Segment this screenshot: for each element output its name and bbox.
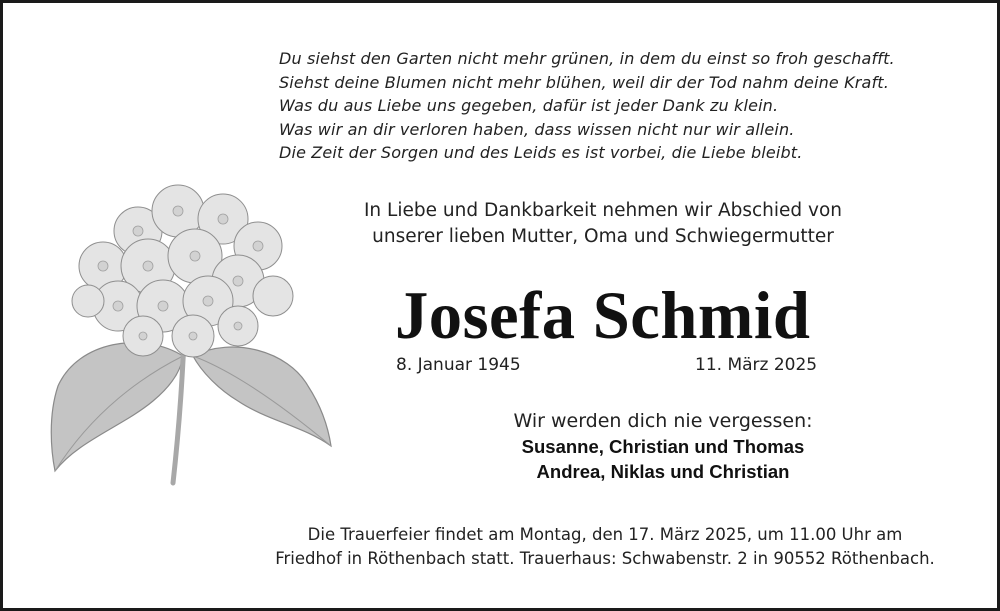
funeral-service-info [225,523,985,570]
poem-line: Was wir an dir verloren haben, dass wissen nicht nur wir allein. [279,119,795,139]
service-line: Die Trauerfeier findet am Montag, den 17. März 2025, um 11.00 Uhr am [307,525,903,544]
intro-line: In Liebe und Dankbarkeit nehmen wir Abschied von [363,200,843,221]
poem-line: Was du aus Liebe uns gegeben, dafür ist jeder Dank zu klein. [279,96,779,115]
mourners-names: Susanne, Christian und Thomas [521,436,805,457]
poem-line: Du siehst den Garten nicht mehr grünen, in dem du einst so froh geschafft. [279,49,895,68]
poem-line: Die Zeit der Sorgen und des Leids es ist vorbei, die Liebe bleibt. [279,143,803,162]
mourners-names: Andrea, Niklas und Christian [536,461,790,482]
poem-line: Siehst deine Blumen nicht mehr blühen, weil dir der Tod nahm deine Kraft. [279,72,889,92]
deceased-name: Josefa Schmid [395,277,811,353]
farewell-intro [283,198,923,250]
mourners-block [383,409,943,484]
intro-line: unserer lieben Mutter, Oma und Schwiegermutter [372,226,834,247]
death-date: 11. März 2025 [695,355,818,375]
mourners-lead: Wir werden dich nie vergessen: [513,410,813,432]
poem [279,47,895,165]
service-line: Friedhof in Röthenbach statt. Trauerhaus: Schwabenstr. 2 in 90552 Röthenbach. [275,548,935,568]
birth-date: 8. Januar 1945 [396,355,521,375]
